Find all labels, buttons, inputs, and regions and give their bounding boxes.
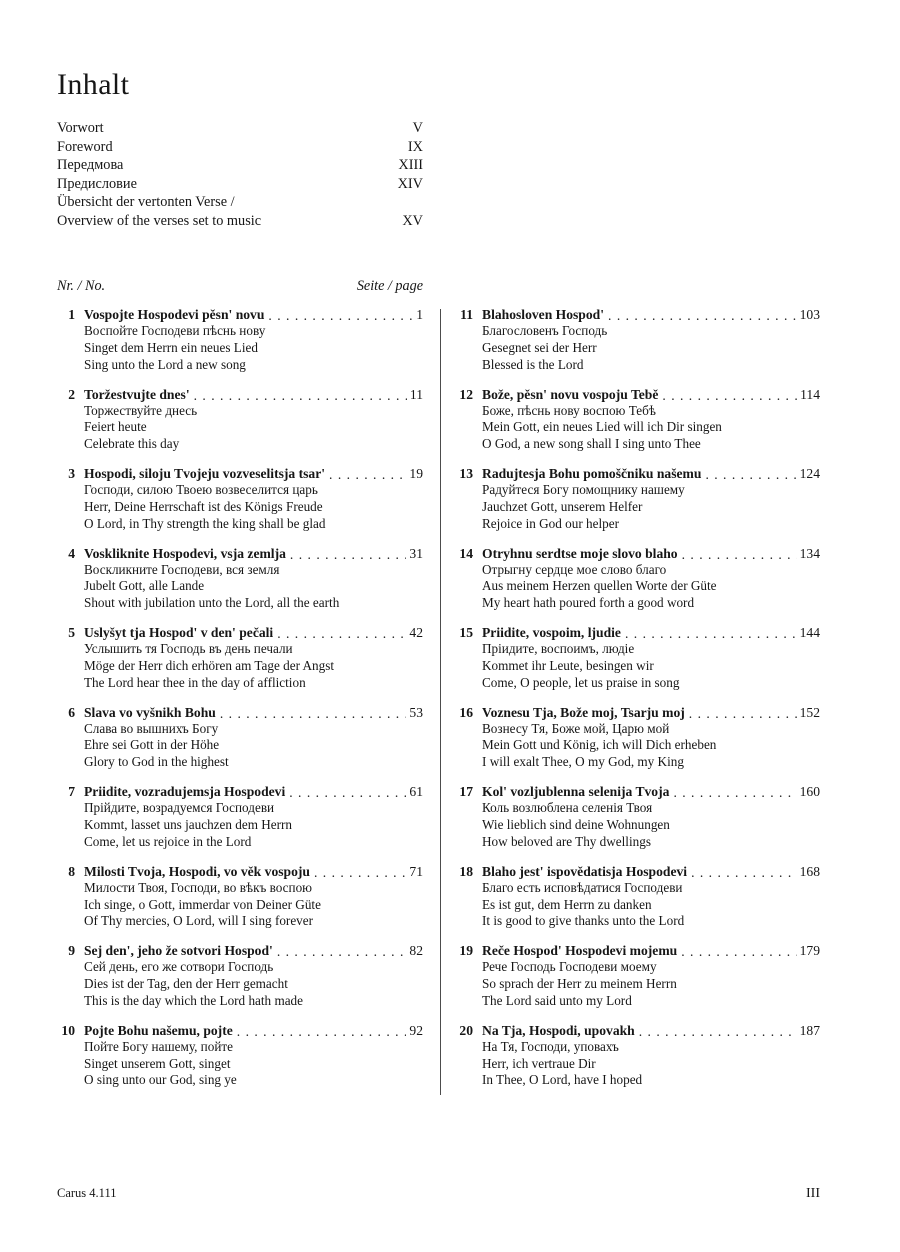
entry-title: Bože, pěsn' novu vospoju Tebě bbox=[482, 386, 659, 402]
dot-leader bbox=[691, 864, 797, 881]
entry-number: 9 bbox=[68, 943, 75, 959]
entry-subtitle: Sing unto the Lord a new song bbox=[84, 356, 246, 372]
entry-page-number: 168 bbox=[799, 863, 820, 879]
dot-leader bbox=[277, 943, 407, 960]
entry-head bbox=[455, 942, 820, 959]
dot-leader bbox=[625, 625, 797, 642]
entry-subtitle: Прійдите, возрадуемся Господеви bbox=[84, 800, 275, 816]
column-divider bbox=[440, 309, 441, 1095]
entry-subtitle: Feiert heute bbox=[84, 419, 147, 435]
toc-entry bbox=[455, 863, 820, 931]
entry-subtitle: Kommt, lasset uns jauchzen dem Herrn bbox=[84, 817, 293, 832]
entry-subtitle: Kommet ihr Leute, besingen wir bbox=[482, 657, 654, 673]
entry-subtitle: Celebrate this day bbox=[84, 436, 180, 452]
dot-leader bbox=[194, 387, 407, 404]
dot-leader bbox=[329, 466, 406, 483]
dot-leader bbox=[220, 705, 407, 722]
entry-subtitle: Jubelt Gott, alle Lande bbox=[84, 578, 205, 594]
entry-subtitle: Möge der Herr dich erhören am Tage der Angst bbox=[84, 657, 335, 673]
toc-entry bbox=[455, 624, 820, 692]
entry-subtitle: Воспойте Господеви пѣснь нову bbox=[84, 323, 266, 338]
entry-page-number: 124 bbox=[799, 466, 820, 482]
dot-leader bbox=[682, 546, 797, 563]
entry-title: Slava vo vyšnikh Bohu bbox=[84, 704, 216, 720]
entry-page-number: 82 bbox=[409, 943, 423, 959]
entry-head bbox=[57, 306, 423, 323]
entry-subtitle: Благо есть исповѣдатися Господеви bbox=[482, 879, 683, 895]
entry-head bbox=[57, 942, 423, 959]
dot-leader bbox=[277, 625, 406, 642]
entry-head bbox=[455, 1022, 820, 1039]
dot-leader bbox=[639, 1023, 797, 1040]
entry-subtitle: Пріидите, воспоимъ, людіе bbox=[482, 641, 635, 657]
entry-title: Na Tja, Hospodi, upovakh bbox=[482, 1022, 635, 1038]
front-matter-label: Vorwort bbox=[57, 120, 104, 136]
toc-entry bbox=[455, 306, 820, 374]
entry-number: 6 bbox=[68, 704, 75, 720]
entry-head bbox=[57, 624, 423, 641]
entry-head bbox=[455, 386, 820, 403]
front-matter-row bbox=[57, 212, 423, 231]
entry-subtitle: Рече Господь Господеви моему bbox=[482, 959, 657, 975]
edition-number: Carus 4.111 bbox=[57, 1186, 117, 1200]
page-number: III bbox=[806, 1186, 820, 1201]
dot-leader bbox=[268, 307, 413, 324]
entry-subtitle: Come, O people, let us praise in song bbox=[482, 674, 680, 690]
entry-subtitle: Herr, Deine Herrschaft ist des Königs Freude bbox=[84, 498, 323, 514]
entry-head bbox=[57, 545, 423, 562]
entry-number: 8 bbox=[68, 863, 75, 879]
front-matter-page: XV bbox=[402, 212, 423, 229]
entry-subtitle: Shout with jubilation unto the Lord, all the earth bbox=[84, 595, 340, 611]
toc-entry bbox=[455, 1022, 820, 1090]
entry-head bbox=[455, 306, 820, 323]
entry-page-number: 179 bbox=[799, 943, 820, 959]
toc-entry bbox=[455, 386, 820, 454]
front-matter-page: XIII bbox=[398, 157, 423, 174]
dot-leader bbox=[673, 784, 796, 801]
entry-title: Milosti Tvoja, Hospodi, vo věk vospoju bbox=[84, 863, 310, 879]
entry-head bbox=[57, 386, 423, 403]
entry-number: 2 bbox=[68, 386, 75, 402]
entry-page-number: 160 bbox=[799, 784, 820, 800]
entry-subtitle: Пойте Богу нашему, пойте bbox=[84, 1038, 234, 1054]
entry-subtitle: Singet dem Herrn ein neues Lied bbox=[84, 339, 258, 355]
toc-entry bbox=[57, 624, 423, 692]
toc-header-page: Seite / page bbox=[356, 278, 423, 294]
entry-subtitle: So sprach der Herr zu meinem Herrn bbox=[482, 976, 677, 992]
entry-subtitle: Коль возлюблена селенія Твоя bbox=[482, 800, 653, 816]
entry-number: 19 bbox=[459, 943, 473, 959]
entry-number: 1 bbox=[68, 307, 75, 322]
toc-entry bbox=[455, 545, 820, 613]
entry-subtitle: Ich singe, o Gott, immerdar von Deiner Güte bbox=[84, 896, 321, 912]
entry-subtitle: Of Thy mercies, O Lord, will I sing forever bbox=[84, 913, 314, 929]
entry-subtitle: Es ist gut, dem Herrn zu danken bbox=[482, 896, 652, 912]
entry-subtitle: Услышить тя Господь въ день печали bbox=[84, 641, 293, 657]
entry-subtitle: O Lord, in Thy strength the king shall be glad bbox=[84, 515, 326, 531]
toc-entry bbox=[455, 783, 820, 851]
entry-subtitle: Благословенъ Господь bbox=[482, 323, 608, 338]
front-matter-page: XIV bbox=[397, 175, 423, 192]
toc-entry bbox=[455, 942, 820, 1010]
entry-title: Radujtesja Bohu pomoščniku našemu bbox=[482, 466, 702, 482]
front-matter-label: Übersicht der vertonten Verse / bbox=[57, 194, 235, 211]
entry-title: Toržestvujte dnes' bbox=[84, 386, 190, 402]
entry-title: Pojte Bohu našemu, pojte bbox=[84, 1022, 233, 1038]
toc-entry bbox=[455, 465, 820, 533]
entry-number: 7 bbox=[68, 784, 75, 800]
entry-title: Hospodi, siloju Tvojeju vozveselitsja tsar' bbox=[84, 466, 326, 482]
entry-number: 17 bbox=[459, 784, 473, 800]
toc-entry bbox=[57, 942, 423, 1010]
entry-subtitle: Боже, пѣснь нову воспою Тебѣ bbox=[482, 402, 656, 418]
entry-page-number: 144 bbox=[799, 625, 820, 641]
entry-page-number: 114 bbox=[800, 386, 820, 402]
entry-subtitle: Торжествуйте днесь bbox=[84, 402, 198, 418]
entry-number: 11 bbox=[460, 307, 473, 322]
toc-column-left bbox=[57, 306, 423, 1101]
entry-subtitle: Воскликните Господеви, вся земля bbox=[84, 561, 280, 577]
entry-title: Voznesu Tja, Bože moj, Tsarju moj bbox=[482, 704, 685, 720]
front-matter-page: V bbox=[412, 120, 423, 136]
entry-subtitle: Сей день, его же сотвори Господь bbox=[84, 959, 274, 975]
entry-title: Sej den', jeho že sotvori Hospod' bbox=[84, 943, 273, 959]
entry-page-number: 1 bbox=[416, 307, 423, 322]
entry-subtitle: Радуйтеся Богу помощнику нашему bbox=[482, 482, 685, 498]
toc-column-right bbox=[455, 306, 820, 1101]
dot-leader bbox=[662, 387, 797, 404]
entry-subtitle: O sing unto our God, sing ye bbox=[84, 1072, 237, 1088]
entry-page-number: 42 bbox=[409, 625, 423, 641]
front-matter-row bbox=[57, 175, 423, 194]
entry-subtitle: Ehre sei Gott in der Höhe bbox=[84, 737, 220, 753]
entry-subtitle: Dies ist der Tag, den der Herr gemacht bbox=[84, 976, 288, 992]
entry-subtitle: This is the day which the Lord hath made bbox=[84, 992, 304, 1008]
entry-number: 5 bbox=[68, 625, 75, 641]
entry-subtitle: Mein Gott und König, ich will Dich erheben bbox=[482, 737, 717, 753]
page-footer bbox=[57, 1186, 820, 1202]
entry-subtitle: Herr, ich vertraue Dir bbox=[482, 1055, 596, 1071]
entry-number: 14 bbox=[459, 545, 473, 561]
entry-subtitle: In Thee, O Lord, have I hoped bbox=[482, 1072, 643, 1088]
entry-number: 3 bbox=[68, 466, 75, 482]
front-matter-label: Передмова bbox=[57, 157, 124, 174]
entry-head bbox=[57, 465, 423, 482]
entry-number: 12 bbox=[459, 386, 473, 402]
entry-head bbox=[57, 863, 423, 880]
entry-title: Vospojte Hospodevi pěsn' novu bbox=[84, 307, 265, 322]
entry-title: Priidite, vozradujemsja Hospodevi bbox=[84, 784, 286, 800]
entry-title: Blaho jest' ispovědatisja Hospodevi bbox=[482, 863, 688, 879]
toc-entry bbox=[57, 545, 423, 613]
front-matter-row bbox=[57, 193, 423, 212]
entry-head bbox=[455, 704, 820, 721]
front-matter-label: Foreword bbox=[57, 138, 113, 155]
dot-leader bbox=[608, 307, 797, 324]
entry-subtitle: O God, a new song shall I sing unto Thee bbox=[482, 436, 701, 452]
entry-subtitle: Rejoice in God our helper bbox=[482, 515, 619, 531]
toc-entry bbox=[57, 386, 423, 454]
entry-page-number: 61 bbox=[409, 784, 423, 800]
front-matter-list bbox=[57, 119, 423, 231]
entry-subtitle: Отрыгну сердце мое слово благо bbox=[482, 561, 667, 577]
entry-page-number: 71 bbox=[409, 863, 423, 879]
entry-subtitle: Singet unserem Gott, singet bbox=[84, 1055, 231, 1071]
entry-number: 10 bbox=[61, 1022, 75, 1038]
entry-page-number: 19 bbox=[409, 466, 423, 482]
entry-title: Blahosloven Hospod' bbox=[482, 307, 605, 322]
dot-leader bbox=[314, 864, 406, 881]
entry-page-number: 53 bbox=[409, 704, 423, 720]
toc-entry bbox=[57, 465, 423, 533]
dot-leader bbox=[289, 784, 406, 801]
entry-head bbox=[57, 1022, 423, 1039]
entry-subtitle: Aus meinem Herzen quellen Worte der Güte bbox=[482, 578, 717, 594]
entry-subtitle: Jauchzet Gott, unserem Helfer bbox=[482, 498, 643, 514]
dot-leader bbox=[237, 1023, 407, 1040]
toc-entry bbox=[57, 306, 423, 374]
front-matter-label: Overview of the verses set to music bbox=[57, 212, 262, 229]
dot-leader bbox=[689, 705, 797, 722]
toc-entry bbox=[57, 863, 423, 931]
front-matter-label: Предисловие bbox=[57, 175, 137, 192]
entry-title: Otryhnu serdtse moje slovo blaho bbox=[482, 545, 678, 561]
entry-page-number: 11 bbox=[409, 386, 423, 402]
dot-leader bbox=[705, 466, 796, 483]
toc-column-headers bbox=[57, 278, 423, 295]
entry-page-number: 92 bbox=[409, 1022, 423, 1038]
entry-subtitle: Blessed is the Lord bbox=[482, 356, 584, 372]
entry-number: 18 bbox=[459, 863, 473, 879]
front-matter-row bbox=[57, 119, 423, 138]
front-matter-row bbox=[57, 156, 423, 175]
entry-subtitle: Господи, силою Твоею возвеселится царь bbox=[84, 482, 318, 498]
entry-number: 20 bbox=[459, 1022, 473, 1038]
front-matter-row bbox=[57, 138, 423, 157]
entry-page-number: 31 bbox=[409, 545, 423, 561]
entry-subtitle: Mein Gott, ein neues Lied will ich Dir singen bbox=[482, 419, 722, 435]
entry-number: 15 bbox=[459, 625, 473, 641]
entry-subtitle: Вознесу Тя, Боже мой, Царю мой bbox=[482, 720, 670, 736]
entry-subtitle: Слава во вышнихъ Богу bbox=[84, 720, 219, 736]
entry-head bbox=[455, 624, 820, 641]
entry-number: 16 bbox=[459, 704, 473, 720]
entry-title: Reče Hospod' Hospodevi mojemu bbox=[482, 943, 678, 959]
entry-page-number: 103 bbox=[799, 307, 820, 322]
entry-subtitle: I will exalt Thee, O my God, my King bbox=[482, 754, 684, 770]
entry-title: Uslyšyt tja Hospod' v den' pečali bbox=[84, 625, 274, 641]
entry-title: Priidite, vospoim, ljudie bbox=[482, 625, 621, 641]
front-matter-page: IX bbox=[407, 138, 423, 155]
entry-subtitle: На Тя, Господи, уповахъ bbox=[482, 1038, 619, 1054]
dot-leader bbox=[681, 943, 796, 960]
entry-number: 13 bbox=[459, 466, 473, 482]
toc-entry bbox=[455, 704, 820, 772]
page-title: Inhalt bbox=[57, 68, 130, 101]
entry-number: 4 bbox=[68, 545, 75, 561]
entry-head bbox=[455, 465, 820, 482]
entry-head bbox=[57, 704, 423, 721]
entry-head bbox=[455, 863, 820, 880]
toc-header-number: Nr. / No. bbox=[57, 278, 106, 294]
entry-title: Kol' vozljublenna selenija Tvoja bbox=[482, 784, 670, 800]
entry-title: Voskliknite Hospodevi, vsja zemlja bbox=[84, 545, 286, 561]
entry-page-number: 152 bbox=[799, 704, 820, 720]
entry-subtitle: Милости Твоя, Господи, во вѣкъ воспою bbox=[84, 879, 313, 895]
dot-leader bbox=[290, 546, 406, 563]
entry-subtitle: It is good to give thanks unto the Lord bbox=[482, 913, 685, 929]
entry-subtitle: Gesegnet sei der Herr bbox=[482, 339, 597, 355]
entry-head bbox=[57, 783, 423, 800]
entry-subtitle: Wie lieblich sind deine Wohnungen bbox=[482, 817, 670, 832]
entry-page-number: 134 bbox=[799, 545, 820, 561]
toc-entry bbox=[57, 704, 423, 772]
entry-page-number: 187 bbox=[799, 1022, 820, 1038]
entry-subtitle: Glory to God in the highest bbox=[84, 754, 229, 770]
entry-subtitle: The Lord said unto my Lord bbox=[482, 992, 632, 1008]
toc-entry bbox=[57, 783, 423, 851]
entry-subtitle: Come, let us rejoice in the Lord bbox=[84, 833, 252, 849]
entry-head bbox=[455, 545, 820, 562]
entry-subtitle: My heart hath poured forth a good word bbox=[482, 595, 695, 611]
entry-subtitle: The Lord hear thee in the day of affliction bbox=[84, 674, 306, 690]
entry-subtitle: How beloved are Thy dwellings bbox=[482, 833, 651, 849]
toc-entry bbox=[57, 1022, 423, 1090]
entry-head bbox=[455, 783, 820, 800]
